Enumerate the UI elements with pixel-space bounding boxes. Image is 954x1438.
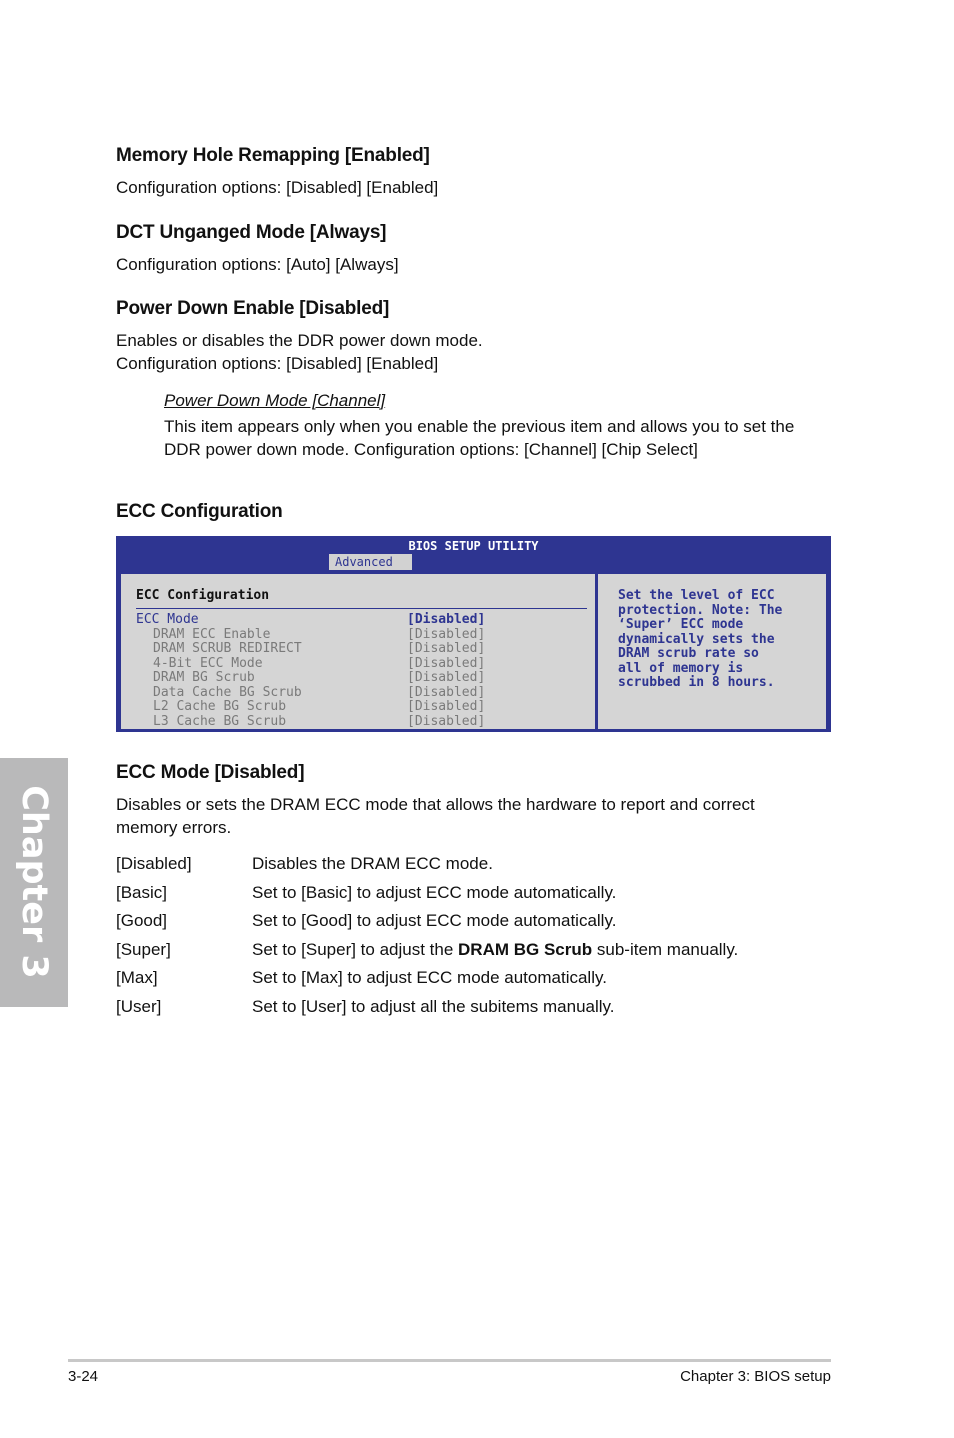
- bios-value-data-cache-bg-scrub: [Disabled]: [407, 684, 486, 700]
- ecc-option-desc: [252, 995, 615, 1019]
- footer-page-number: 3-24: [68, 1368, 99, 1385]
- ecc-option-desc: [252, 852, 493, 876]
- bios-value-l3-cache-bg-scrub: [Disabled]: [407, 713, 486, 729]
- bios-item-dram-ecc-enable: DRAM ECC Enable: [153, 626, 271, 642]
- dct-options: Configuration options: [Auto] [Always]: [116, 255, 399, 274]
- bios-bottom-bar: [116, 729, 831, 732]
- ecc-option-desc-text: Set to [User] to adjust all the subitems manually.: [252, 996, 615, 1016]
- ecc-mode-heading: ECC Mode [Disabled]: [116, 762, 305, 783]
- bios-help-line: scrubbed in 8 hours.: [618, 675, 775, 690]
- bios-section-title: ECC Configuration: [136, 588, 270, 603]
- ecc-option-desc: [252, 881, 616, 905]
- bios-settings-pane: [121, 574, 595, 730]
- ecc-option-desc-text: Set to [Max] to adjust ECC mode automatically.: [252, 968, 607, 987]
- bios-value-dram-scrub-redirect: [Disabled]: [407, 641, 486, 656]
- ecc-option-key: [Basic]: [116, 882, 168, 902]
- ecc-option-desc: [252, 909, 616, 933]
- ecc-option-key: [Max]: [116, 968, 158, 987]
- ecc-option-row: [116, 881, 831, 905]
- bios-help-pane: [598, 574, 826, 730]
- ecc-option-desc-bold: DRAM BG Scrub: [458, 939, 593, 959]
- chapter-tab: [0, 758, 68, 1007]
- ecc-option-desc-text: Set to [Good] to adjust ECC mode automatically.: [252, 911, 617, 930]
- memory-hole-options: Configuration options: [Disabled] [Enabled]: [116, 178, 439, 197]
- power-down-mode-body-line1: This item appears only when you enable the previous item and allows you to set the: [164, 417, 795, 436]
- power-down-description: Enables or disables the DDR power down mode.: [116, 331, 483, 350]
- bios-value-dram-bg-scrub: [Disabled]: [407, 670, 486, 685]
- ecc-option-desc: [252, 966, 607, 990]
- bios-item-l2-cache-bg-scrub: L2 Cache BG Scrub: [153, 699, 287, 714]
- bios-item-data-cache-bg-scrub: Data Cache BG Scrub: [153, 684, 302, 700]
- ecc-mode-description-line2: memory errors.: [116, 818, 232, 837]
- chapter-tab-label: Chapter 3: [14, 785, 54, 979]
- bios-help-line: ‘Super’ ECC mode: [618, 617, 744, 632]
- ecc-option-desc-text: sub-item manually.: [592, 939, 739, 959]
- bios-value-l2-cache-bg-scrub: [Disabled]: [407, 699, 486, 714]
- ecc-option-desc-text: Disables the DRAM ECC mode.: [252, 854, 493, 873]
- dct-heading: DCT Unganged Mode [Always]: [116, 222, 387, 243]
- bios-help-line: DRAM scrub rate so: [618, 646, 759, 661]
- ecc-mode-description-line1: Disables or sets the DRAM ECC mode that allows the hardware to report and correct: [116, 795, 755, 814]
- ecc-option-row: [116, 995, 831, 1019]
- footer-divider: [68, 1359, 831, 1362]
- ecc-option-desc: [252, 938, 738, 962]
- bios-help-line: Set the level of ECC: [618, 588, 775, 603]
- bios-help-line: protection. Note: The: [618, 602, 783, 618]
- power-down-mode-body-line2: DDR power down mode. Configuration options: [Channel] [Chip Select]: [164, 440, 698, 459]
- ecc-option-key: [Super]: [116, 939, 171, 959]
- power-down-heading: Power Down Enable [Disabled]: [116, 298, 390, 319]
- bios-title: BIOS SETUP UTILITY: [408, 539, 539, 553]
- bios-tab-advanced[interactable]: Advanced: [329, 554, 412, 570]
- bios-value-dram-ecc-enable: [Disabled]: [407, 626, 486, 642]
- ecc-option-row: [116, 938, 831, 962]
- ecc-configuration-heading: ECC Configuration: [116, 501, 283, 522]
- bios-panel: [116, 570, 831, 731]
- ecc-option-row: [116, 909, 831, 933]
- ecc-option-desc-text: Set to [Basic] to adjust ECC mode automatically.: [252, 882, 617, 902]
- bios-help-line: all of memory is: [618, 660, 744, 676]
- ecc-option-key: [Disabled]: [116, 854, 192, 873]
- memory-hole-heading: Memory Hole Remapping [Enabled]: [116, 145, 430, 166]
- bios-item-dram-bg-scrub: DRAM BG Scrub: [153, 670, 255, 685]
- bios-help-line: dynamically sets the: [618, 631, 775, 647]
- ecc-option-row: [116, 852, 831, 876]
- bios-item-4bit-ecc-mode: 4-Bit ECC Mode: [153, 655, 263, 671]
- bios-divider: [136, 608, 587, 609]
- power-down-options: Configuration options: [Disabled] [Enabled]: [116, 354, 439, 373]
- bios-item-dram-scrub-redirect: DRAM SCRUB REDIRECT: [153, 641, 302, 656]
- ecc-option-row: [116, 966, 831, 990]
- footer-chapter: Chapter 3: BIOS setup: [680, 1368, 831, 1385]
- bios-item-ecc-mode[interactable]: ECC Mode: [136, 612, 199, 627]
- ecc-option-key: [Good]: [116, 911, 168, 930]
- bios-title-bar: [116, 536, 831, 570]
- bios-value-ecc-mode[interactable]: [Disabled]: [407, 612, 486, 627]
- bios-value-4bit-ecc-mode: [Disabled]: [407, 655, 486, 671]
- ecc-option-key: [User]: [116, 996, 162, 1016]
- bios-item-l3-cache-bg-scrub: L3 Cache BG Scrub: [153, 713, 287, 729]
- ecc-option-desc-text: Set to [Super] to adjust the: [252, 939, 459, 959]
- power-down-mode-subheading: Power Down Mode [Channel]: [164, 391, 386, 410]
